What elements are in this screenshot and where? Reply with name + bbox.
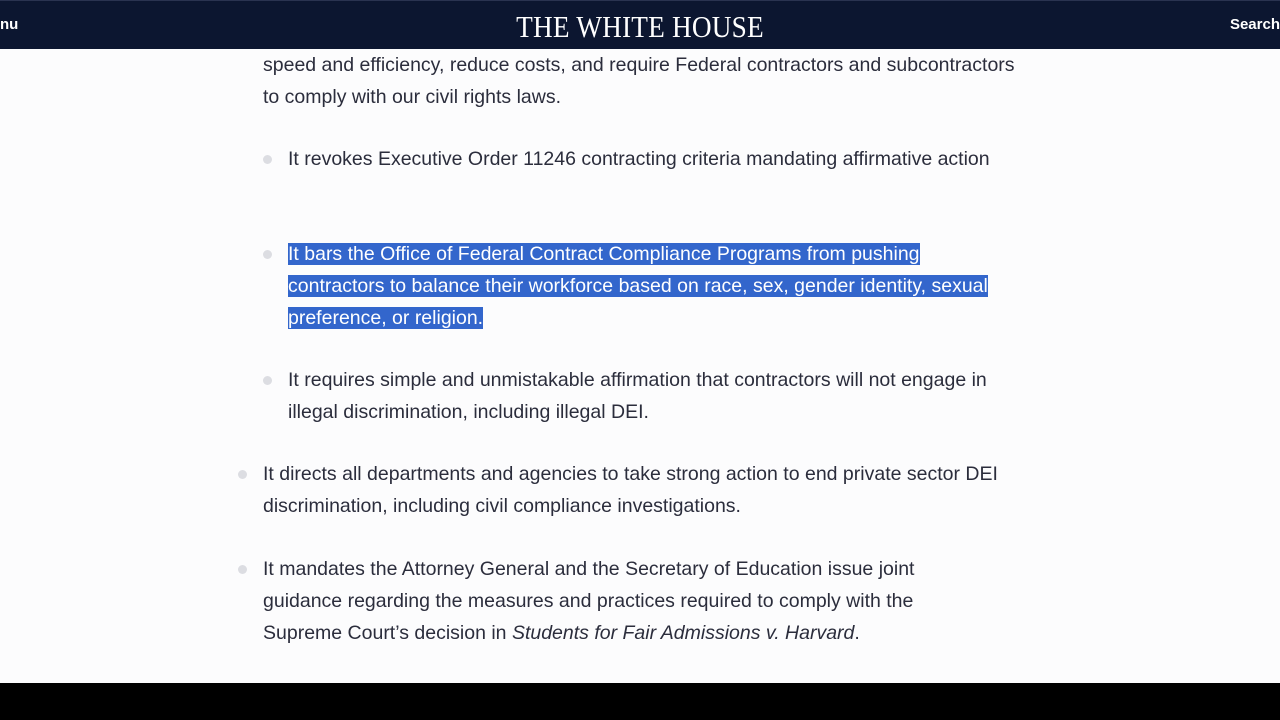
bullet-icon: [263, 155, 272, 164]
period: .: [854, 622, 860, 644]
search-button[interactable]: Search: [1229, 16, 1280, 33]
list-item: [263, 553, 983, 649]
list-item-text: It requires simple and unmistakable affirmation that contractors will not engage in illegal discrimination, including illegal DEI.: [288, 369, 987, 423]
menu-button[interactable]: nu: [0, 16, 19, 33]
bullet-icon: [263, 250, 272, 259]
bottom-bar: [0, 683, 1280, 720]
list-item: [288, 364, 1008, 428]
list-item-text: It revokes Executive Order 11246 contracting criteria mandating affirmative action: [288, 148, 990, 170]
bullet-icon: [238, 565, 247, 574]
site-header: [0, 0, 1280, 49]
list-item: [288, 143, 1008, 175]
list-item-selected: [288, 238, 1008, 334]
bullet-icon: [238, 470, 247, 479]
bullet-icon: [263, 376, 272, 385]
list-item-text: It directs all departments and agencies to take strong action to end private sector DEI discrimination, including civil compliance investigations.: [263, 463, 998, 517]
site-logo[interactable]: THE WHITE HOUSE: [516, 9, 764, 44]
list-item: [263, 458, 1033, 522]
case-name: Students for Fair Admissions v. Harvard: [511, 622, 855, 644]
list-item-text: It mandates the Attorney General and the Secretary of Education issue joint guidance regarding the measures and practices required to comply with the Supreme Court’s decision in: [263, 558, 915, 644]
selected-text[interactable]: It bars the Office of Federal Contract Compliance Programs from pushing contractors to balance their workforce based on race, sex, gender identity, sexual preference, or religion.: [288, 243, 988, 329]
intro-paragraph: speed and efficiency, reduce costs, and require Federal contractors and subcontractors to comply with our civil rights laws.: [263, 54, 1015, 108]
